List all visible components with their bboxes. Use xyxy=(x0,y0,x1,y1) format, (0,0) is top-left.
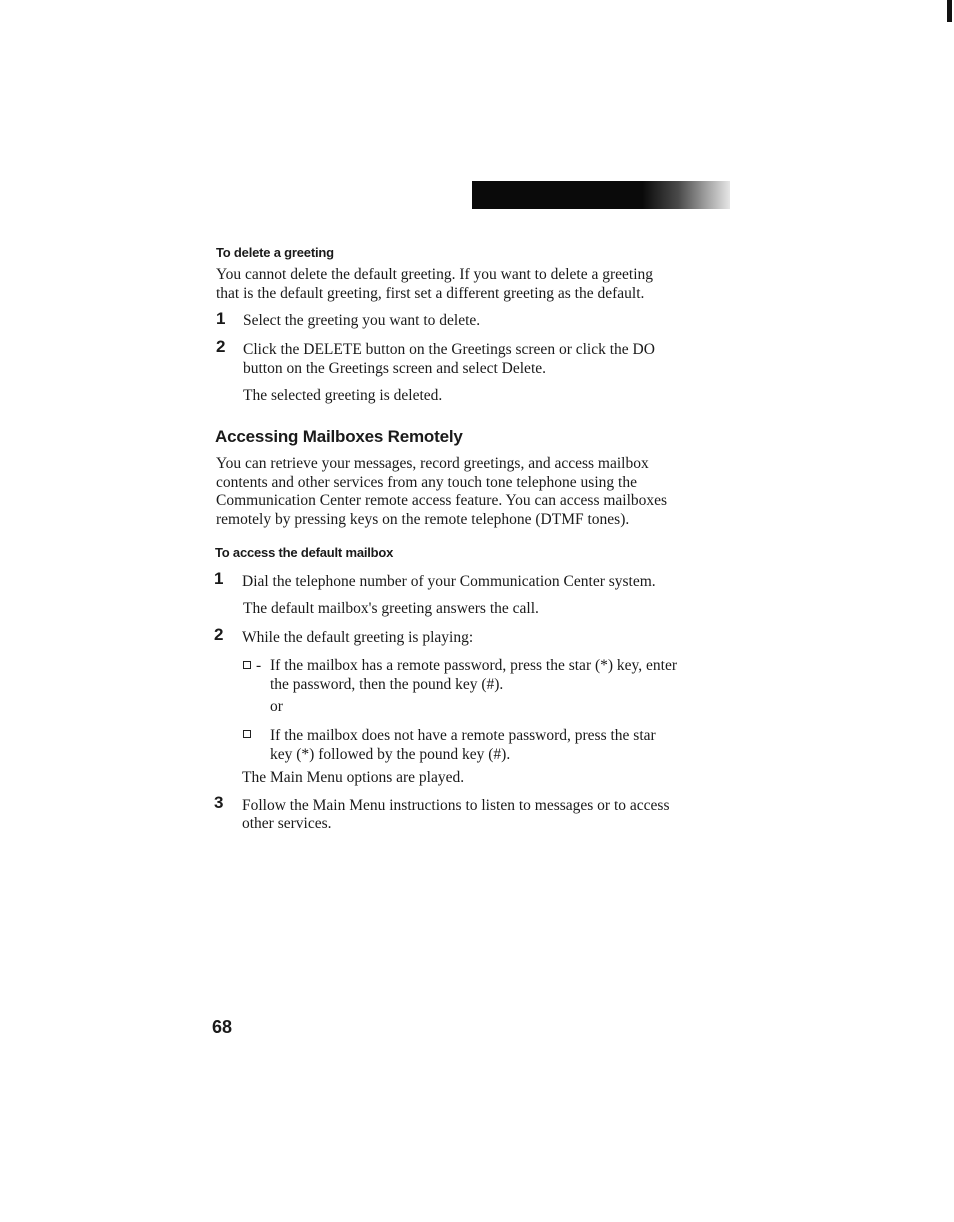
mailbox-step-1-result: The default mailbox's greeting answers the call. xyxy=(243,600,539,617)
delete-intro-line-2: that is the default greeting, first set a different greeting as the default. xyxy=(216,285,645,302)
mailbox-step-3-line-2: other services. xyxy=(242,815,332,832)
mailbox-step-2-result: The Main Menu options are played. xyxy=(242,769,465,786)
checkbox-bullet-icon xyxy=(243,730,251,738)
bullet-dash: - xyxy=(256,657,262,674)
subheading-delete-greeting: To delete a greeting xyxy=(216,245,334,260)
option-2-line-1: If the mailbox does not have a remote password, press the star xyxy=(270,727,656,744)
step-number: 1 xyxy=(216,309,226,328)
section-heading-remote: Accessing Mailboxes Remotely xyxy=(215,427,463,446)
option-1-line-1: If the mailbox has a remote password, press the star (*) key, enter xyxy=(270,657,678,674)
delete-step-1-text: Select the greeting you want to delete. xyxy=(243,312,481,329)
delete-intro-line-1: You cannot delete the default greeting. If you want to delete a greeting xyxy=(216,266,654,283)
subheading-default-mailbox: To access the default mailbox xyxy=(215,545,394,560)
remote-intro-line-4: remotely by pressing keys on the remote telephone (DTMF tones). xyxy=(216,511,630,528)
page-number: 68 xyxy=(212,1017,233,1037)
remote-intro-line-3: Communication Center remote access feature. You can access mailboxes xyxy=(216,492,668,509)
remote-intro-line-2: contents and other services from any touch tone telephone using the xyxy=(216,474,637,491)
delete-step-2-line-2: button on the Greetings screen and select Delete. xyxy=(243,360,546,377)
option-2-line-2: key (*) followed by the pound key (#). xyxy=(270,746,511,763)
delete-result: The selected greeting is deleted. xyxy=(243,387,443,404)
delete-step-2-line-1: Click the DELETE button on the Greetings screen or click the DO xyxy=(243,341,655,358)
step-number: 1 xyxy=(214,569,224,588)
mailbox-step-2-text: While the default greeting is playing: xyxy=(242,629,474,646)
mailbox-step-3-line-1: Follow the Main Menu instructions to listen to messages or to access xyxy=(242,797,670,814)
remote-intro-line-1: You can retrieve your messages, record greetings, and access mailbox xyxy=(216,455,649,472)
step-number: 3 xyxy=(214,793,224,812)
step-number: 2 xyxy=(216,337,226,356)
option-or: or xyxy=(270,698,283,715)
page-edge-mark xyxy=(947,0,952,22)
mailbox-step-1-text: Dial the telephone number of your Communication Center system. xyxy=(242,573,656,590)
step-number: 2 xyxy=(214,625,224,644)
header-bar xyxy=(472,181,730,209)
checkbox-bullet-icon xyxy=(243,661,251,669)
option-1-line-2: the password, then the pound key (#). xyxy=(270,676,504,693)
